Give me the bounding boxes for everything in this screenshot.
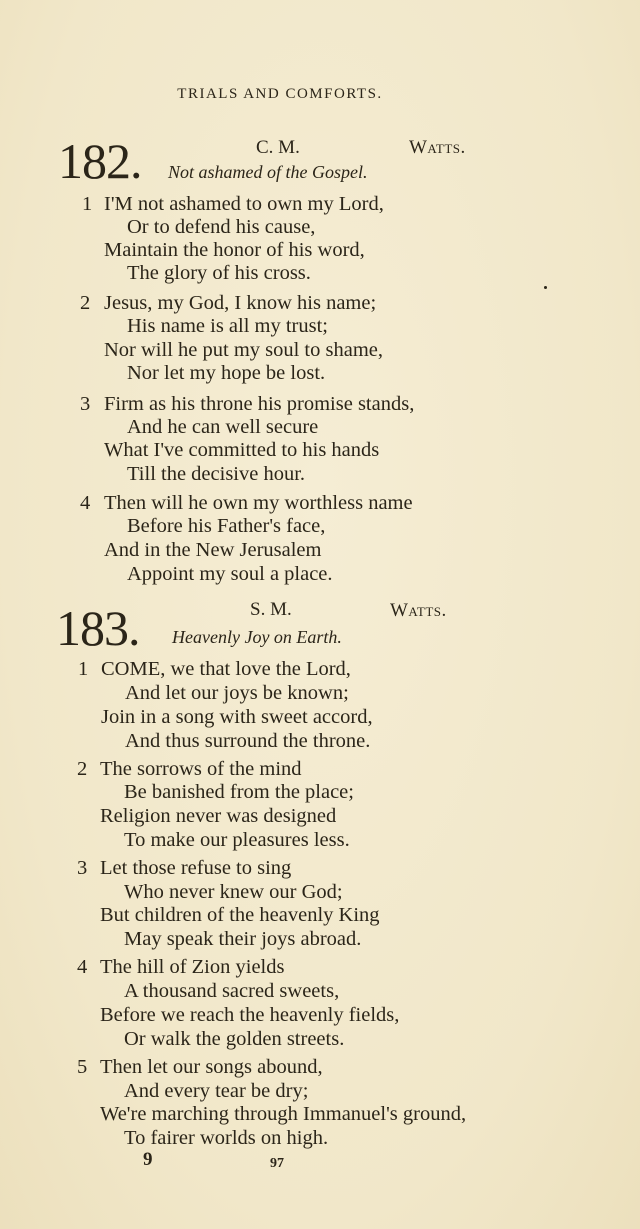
- verse-line: Maintain the honor of his word,: [104, 239, 365, 261]
- verse-line: Be banished from the place;: [124, 781, 354, 803]
- verse-number: 2: [80, 292, 91, 314]
- verse-number: 2: [77, 758, 88, 780]
- verse-line: Jesus, my God, I know his name;: [104, 292, 377, 314]
- verse-line: We're marching through Immanuel's ground,: [100, 1103, 467, 1125]
- page-number: 97: [270, 1156, 284, 1171]
- verse-line: What I've committed to his hands: [104, 439, 380, 461]
- verse-line: Religion never was designed: [100, 805, 337, 827]
- verse-line: I'M not ashamed to own my Lord,: [104, 193, 384, 215]
- verse-line: The glory of his cross.: [127, 262, 311, 284]
- verse-line: Before his Father's face,: [127, 515, 326, 537]
- hymn-meter: C. M.: [256, 137, 300, 158]
- ink-speck: [544, 286, 547, 289]
- hymn-number: 183.: [56, 600, 140, 656]
- verse-line: To make our pleasures less.: [124, 829, 350, 851]
- verse-line: May speak their joys abroad.: [124, 928, 362, 950]
- verse-line: COME, we that love the Lord,: [101, 658, 351, 680]
- verse-number: 5: [77, 1056, 88, 1078]
- verse-line: Nor let my hope be lost.: [127, 362, 326, 384]
- verse-number: 3: [80, 393, 91, 415]
- verse-line: To fairer worlds on high.: [124, 1127, 329, 1149]
- verse-number: 4: [77, 956, 88, 978]
- verse-line: Then will he own my worthless name: [104, 492, 413, 514]
- verse-number: 1: [82, 193, 93, 215]
- verse-number: 4: [80, 492, 91, 514]
- verse-line: Till the decisive hour.: [127, 463, 306, 485]
- verse-line: Appoint my soul a place.: [127, 563, 333, 585]
- hymn-subtitle: Heavenly Joy on Earth.: [172, 627, 342, 647]
- verse-line: Firm as his throne his promise stands,: [104, 393, 415, 415]
- verse-line: Then let our songs abound,: [100, 1056, 323, 1078]
- verse-line: But children of the heavenly King: [100, 904, 380, 926]
- hymn-meter: S. M.: [250, 599, 292, 620]
- verse-line: The sorrows of the mind: [100, 758, 302, 780]
- verse-number: 3: [77, 857, 88, 879]
- verse-line: A thousand sacred sweets,: [124, 980, 340, 1002]
- hymn-author: Watts.: [390, 600, 447, 621]
- running-head: TRIALS AND COMFORTS.: [177, 86, 383, 102]
- verse-line: Before we reach the heavenly fields,: [100, 1004, 400, 1026]
- verse-line: Or walk the golden streets.: [124, 1028, 345, 1050]
- verse-line: And thus surround the throne.: [125, 730, 371, 752]
- hymn-author: Watts.: [409, 137, 466, 158]
- verse-number: 1: [78, 658, 89, 680]
- verse-line: Nor will he put my soul to shame,: [104, 339, 384, 361]
- hymn-subtitle: Not ashamed of the Gospel.: [168, 162, 368, 182]
- verse-line: Who never knew our God;: [124, 881, 343, 903]
- verse-line: And let our joys be known;: [125, 682, 349, 704]
- hymn-number: 182.: [58, 133, 142, 189]
- verse-line: And every tear be dry;: [124, 1080, 309, 1102]
- signature-mark: 9: [143, 1149, 153, 1170]
- verse-line: And he can well secure: [127, 416, 319, 438]
- verse-line: Let those refuse to sing: [100, 857, 292, 879]
- verse-line: The hill of Zion yields: [100, 956, 285, 978]
- verse-line: Or to defend his cause,: [127, 216, 316, 238]
- verse-line: Join in a song with sweet accord,: [101, 706, 373, 728]
- verse-line: His name is all my trust;: [127, 315, 328, 337]
- verse-line: And in the New Jerusalem: [104, 539, 322, 561]
